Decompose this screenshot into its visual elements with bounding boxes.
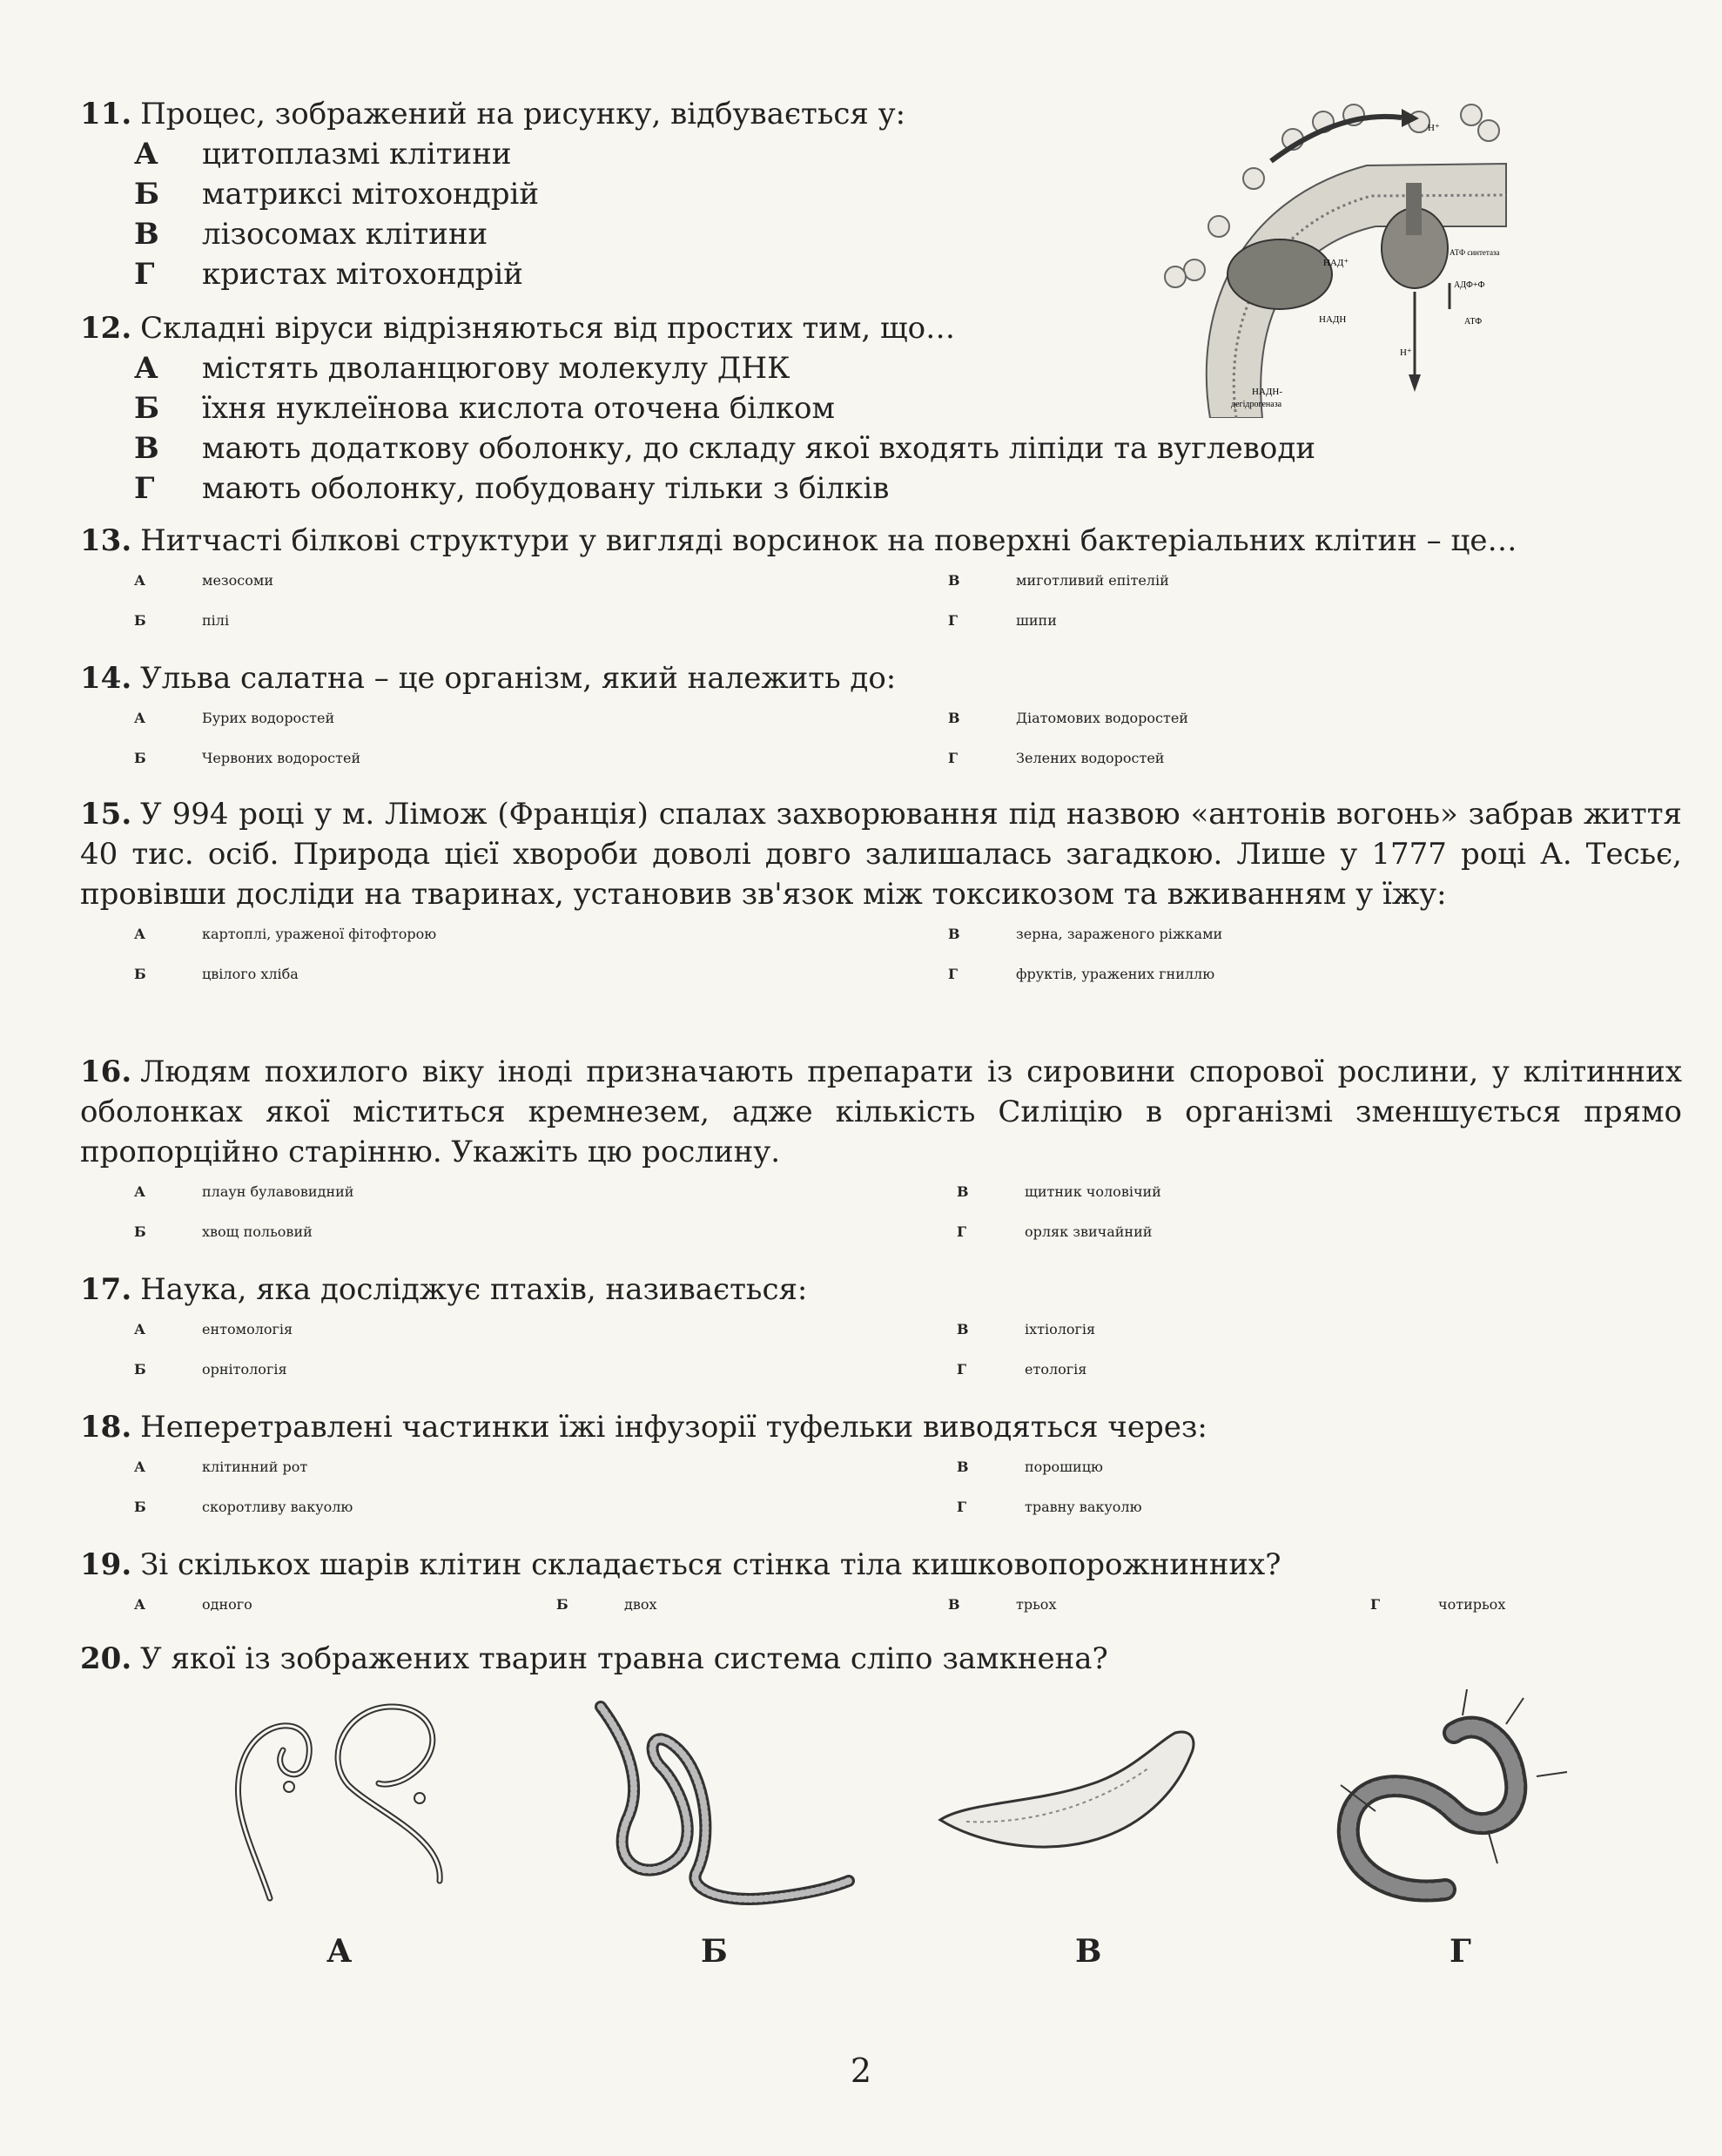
answer-options <box>80 1310 1682 1390</box>
option-text: Бурих водоростей <box>202 710 335 726</box>
option-text: чотирьох <box>1438 1596 1506 1613</box>
answer-option[interactable] <box>80 1487 864 1527</box>
answer-option[interactable] <box>80 468 1682 509</box>
answer-option[interactable] <box>80 914 864 954</box>
label-nad: НАД⁺ <box>1323 258 1349 268</box>
option-letter: А <box>134 710 146 726</box>
option-text: трьох <box>1016 1596 1057 1613</box>
option-text: цитоплазмі клітини <box>202 137 512 172</box>
planarian-figure[interactable] <box>932 1689 1219 1916</box>
roundworm-figure[interactable] <box>218 1689 479 1916</box>
option-letter: А <box>134 137 158 172</box>
answer-option[interactable] <box>80 561 864 601</box>
answer-option[interactable] <box>80 348 1682 388</box>
option-letter: Г <box>1370 1596 1381 1613</box>
label-h-bottom: Н⁺ <box>1400 347 1412 358</box>
question-number: 18. <box>80 1410 132 1445</box>
answer-option[interactable] <box>80 388 1682 428</box>
answer-option[interactable] <box>894 1585 1312 1625</box>
question-text: Неперетравлені частинки їжі інфузорії туфельки виводяться через: <box>140 1410 1207 1445</box>
option-letter: А <box>134 351 158 386</box>
answer-option[interactable] <box>894 601 1678 641</box>
option-text: щитник чоловічий <box>1025 1183 1161 1200</box>
option-text: хвощ польовий <box>202 1223 313 1240</box>
option-text: фруктів, уражених гниллю <box>1016 966 1215 982</box>
answer-options <box>80 1447 1682 1527</box>
option-text: одного <box>202 1596 252 1613</box>
option-letter: В <box>957 1321 969 1337</box>
answer-option[interactable] <box>894 914 1678 954</box>
animal-figures <box>209 1689 1602 1977</box>
option-text: цвілого хліба <box>202 966 299 982</box>
answer-option[interactable] <box>80 954 864 994</box>
option-letter: Г <box>134 257 155 292</box>
answer-option[interactable] <box>80 254 1682 294</box>
question-15 <box>80 794 1682 994</box>
option-text: двох <box>624 1596 657 1613</box>
label-nadh: НАДН <box>1319 314 1347 325</box>
option-letter: Б <box>134 1499 146 1515</box>
option-letter: В <box>134 431 159 466</box>
option-text: іхтіологія <box>1025 1321 1096 1337</box>
question-number: 13. <box>80 523 132 558</box>
answer-option[interactable] <box>903 1487 1686 1527</box>
answer-option[interactable] <box>903 1172 1686 1212</box>
answer-option[interactable] <box>80 1212 864 1252</box>
option-text: ентомологія <box>202 1321 293 1337</box>
option-text: мають додаткову оболонку, до складу якої входять ліпіди та вуглеводи <box>202 431 1316 466</box>
option-text: мають оболонку, побудовану тільки з білків <box>202 471 890 506</box>
option-letter: В <box>134 217 159 252</box>
answer-option[interactable] <box>80 174 1682 214</box>
option-text: картоплі, ураженої фітофторою <box>202 926 437 942</box>
question-text: У якої із зображених тварин травна система сліпо замкнена? <box>140 1641 1108 1676</box>
option-text: пілі <box>202 612 230 629</box>
option-text: містять дволанцюгову молекулу ДНК <box>202 351 790 386</box>
question-19 <box>80 1545 1682 1625</box>
answer-options <box>80 698 1682 778</box>
option-text: лізосомах клітини <box>202 217 488 252</box>
option-letter: Г <box>957 1499 967 1515</box>
label-h-top: Н⁺ <box>1428 123 1440 133</box>
option-text: шипи <box>1016 612 1057 629</box>
question-20 <box>80 1639 1682 1679</box>
figure-label-g: Г <box>1450 1933 1471 1970</box>
answer-option[interactable] <box>80 1447 864 1487</box>
answer-options <box>80 134 1682 294</box>
option-letter: Б <box>134 391 160 426</box>
option-letter: Б <box>134 750 146 766</box>
answer-options <box>80 1172 1682 1252</box>
answer-option[interactable] <box>80 134 1682 174</box>
label-atp-synthase: АТФ синтетаза <box>1450 248 1500 257</box>
answer-option[interactable] <box>903 1212 1686 1252</box>
option-letter: А <box>134 572 146 589</box>
question-11 <box>80 94 1682 294</box>
question-16 <box>80 1052 1682 1252</box>
question-13 <box>80 521 1682 641</box>
option-letter: В <box>957 1459 969 1475</box>
question-number: 14. <box>80 661 132 696</box>
answer-options <box>80 561 1682 641</box>
option-letter: Б <box>556 1596 568 1613</box>
option-text: Зелених водоростей <box>1016 750 1165 766</box>
option-letter: А <box>134 1459 146 1475</box>
earthworm-figure[interactable] <box>575 1689 862 1916</box>
answer-option[interactable] <box>80 1310 864 1350</box>
label-nadh-dehydrogenase-1: НАДН- <box>1252 387 1282 397</box>
answer-option[interactable] <box>80 1172 864 1212</box>
answer-option[interactable] <box>894 954 1678 994</box>
option-text: миготливий епітелій <box>1016 572 1169 589</box>
answer-option[interactable] <box>903 1310 1686 1350</box>
question-number: 12. <box>80 311 132 346</box>
figure-label-a: А <box>326 1933 353 1970</box>
option-text: Діатомових водоростей <box>1016 710 1188 726</box>
label-adp: АДФ+Ф <box>1454 280 1485 290</box>
option-letter: Б <box>134 966 146 982</box>
answer-option[interactable] <box>1316 1585 1722 1625</box>
option-letter: В <box>948 572 960 589</box>
answer-options <box>80 348 1682 509</box>
question-text: Ульва салатна – це організм, який належить до: <box>140 661 897 696</box>
answer-option[interactable] <box>80 1585 498 1625</box>
option-letter: Б <box>134 1361 146 1378</box>
answer-option[interactable] <box>903 1350 1686 1390</box>
question-text: Людям похилого віку іноді призначають препарати із сировини спорової рослини, у клітинних оболонках якої міститься кремнезем, адже кількість Силіцію в організмі зменшується прямо пропорційно старінню. Укажіть цю рослину. <box>80 1054 1682 1169</box>
option-text: плаун булавовидний <box>202 1183 354 1200</box>
answer-option[interactable] <box>894 738 1678 778</box>
option-text: матриксі мітохондрій <box>202 177 540 212</box>
question-number: 16. <box>80 1054 132 1089</box>
answer-option[interactable] <box>80 428 1682 468</box>
option-text: клітинний рот <box>202 1459 308 1475</box>
option-text: орнітологія <box>202 1361 287 1378</box>
figure-label-v: В <box>1075 1933 1102 1970</box>
option-letter: Б <box>134 1223 146 1240</box>
answer-option[interactable] <box>502 1585 920 1625</box>
question-14 <box>80 658 1682 778</box>
option-letter: Г <box>948 750 959 766</box>
question-text: Складні віруси відрізняються від простих тим, що… <box>140 311 956 346</box>
answer-option[interactable] <box>80 214 1682 254</box>
answer-option[interactable] <box>80 601 864 641</box>
option-letter: А <box>134 1183 146 1200</box>
answer-option[interactable] <box>894 561 1678 601</box>
question-18 <box>80 1407 1682 1527</box>
option-letter: А <box>134 926 146 942</box>
question-text: Процес, зображений на рисунку, відбувається у: <box>140 97 906 131</box>
figure-label-b: Б <box>701 1933 728 1970</box>
option-letter: Г <box>948 612 959 629</box>
question-text: Зі скількох шарів клітин складається стінка тіла кишковопорожнинних? <box>140 1547 1281 1582</box>
option-text: порошицю <box>1025 1459 1103 1475</box>
option-letter: Г <box>957 1223 967 1240</box>
question-number: 15. <box>80 797 132 832</box>
option-letter: Г <box>948 966 959 982</box>
option-text: кристах мітохондрій <box>202 257 523 292</box>
option-text: мезосоми <box>202 572 273 589</box>
question-text: Нитчасті білкові структури у вигляді ворсинок на поверхні бактеріальних клітин – це… <box>140 523 1517 558</box>
option-text: орляк звичайний <box>1025 1223 1153 1240</box>
question-number: 17. <box>80 1272 132 1307</box>
option-text: Червоних водоростей <box>202 750 361 766</box>
answer-option[interactable] <box>80 1350 864 1390</box>
label-nadh-dehydrogenase-2: дегідрогеназа <box>1231 400 1282 409</box>
option-letter: А <box>134 1596 146 1613</box>
option-letter: В <box>948 1596 960 1613</box>
answer-options <box>80 1585 1682 1625</box>
answer-option[interactable] <box>80 698 864 738</box>
option-letter: В <box>948 710 960 726</box>
question-text: У 994 році у м. Лімож (Франція) спалах захворювання під назвою «антонів вогонь» забрав життя 40 тис. осіб. Природа цієї хвороби доволі довго залишалась загадкою. Лише у 1777 році А. Тесьє, провівши досліди на тваринах, установив зв'язок між токсикозом та вживанням у їжу: <box>80 797 1682 912</box>
question-number: 11. <box>80 97 132 131</box>
option-text: етологія <box>1025 1361 1087 1378</box>
option-letter: Г <box>134 471 155 506</box>
answer-option[interactable] <box>80 738 864 778</box>
option-letter: А <box>134 1321 146 1337</box>
question-number: 20. <box>80 1641 132 1676</box>
answer-option[interactable] <box>903 1447 1686 1487</box>
question-12 <box>80 308 1682 509</box>
question-17 <box>80 1270 1682 1390</box>
question-text: Наука, яка досліджує птахів, називається: <box>140 1272 808 1307</box>
answer-options <box>80 914 1682 994</box>
answer-option[interactable] <box>894 698 1678 738</box>
option-letter: Б <box>134 612 146 629</box>
option-letter: Б <box>134 177 160 212</box>
option-text: скоротливу вакуолю <box>202 1499 353 1515</box>
option-text: травну вакуолю <box>1025 1499 1142 1515</box>
option-text: зерна, зараженого ріжками <box>1016 926 1223 942</box>
label-atp: АТФ <box>1464 317 1483 327</box>
option-letter: Г <box>957 1361 967 1378</box>
page-number: 2 <box>850 2052 872 2090</box>
polychaete-figure[interactable] <box>1323 1689 1593 1916</box>
option-letter: В <box>957 1183 969 1200</box>
option-text: їхня нуклеїнова кислота оточена білком <box>202 391 835 426</box>
question-number: 19. <box>80 1547 132 1582</box>
option-letter: В <box>948 926 960 942</box>
